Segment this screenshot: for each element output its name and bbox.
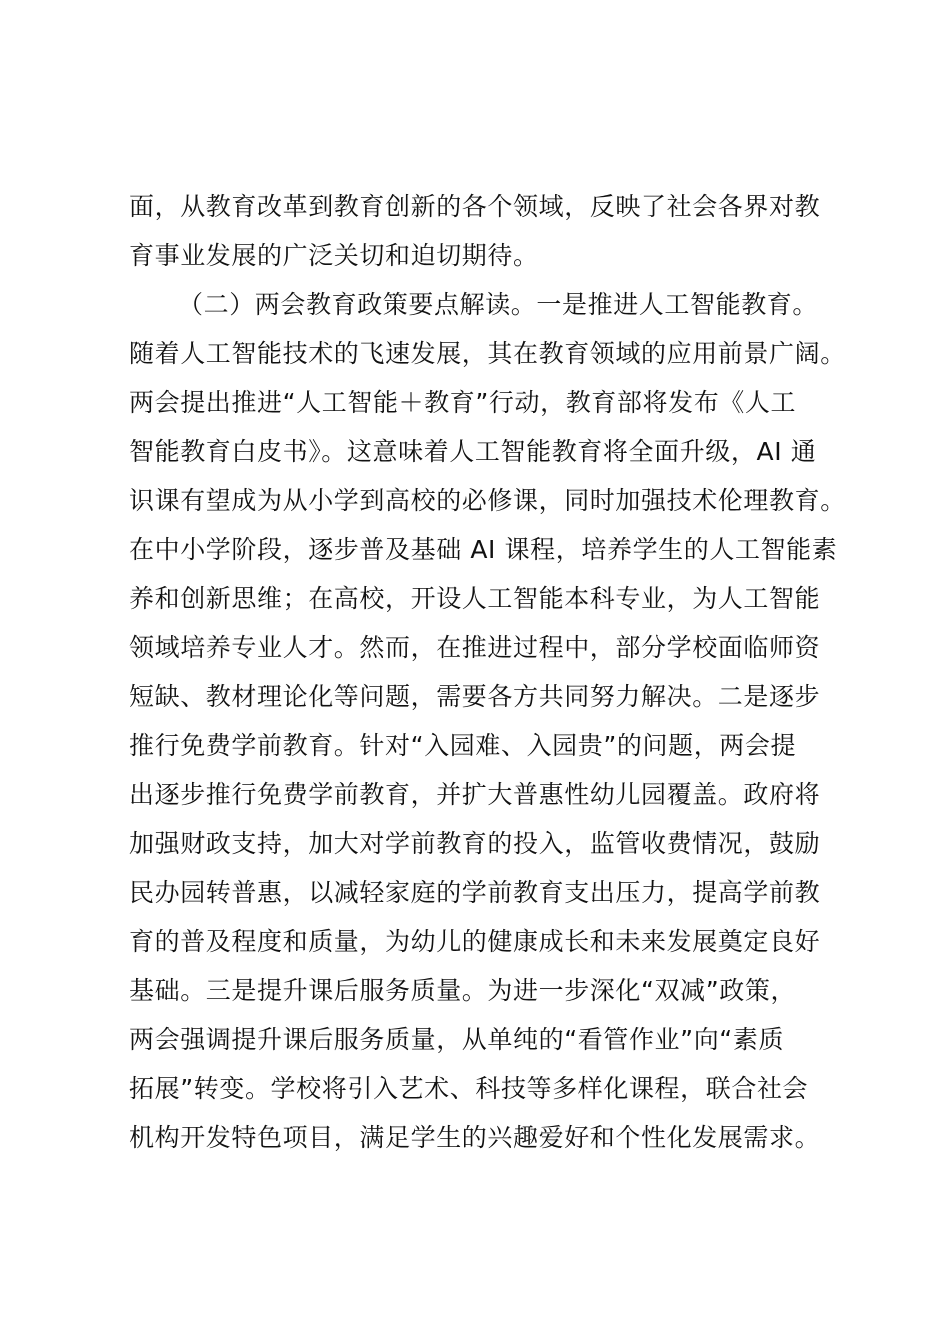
text-line: 育的普及程度和质量，为幼儿的健康成长和未来发展奠定良好 (129, 927, 821, 956)
text-line: 育事业发展的广泛关切和迫切期待。 (129, 241, 539, 270)
text-line: 在中小学阶段，逐步普及基础 AI 课程，培养学生的人工智能素 (129, 535, 838, 564)
text-line: 两会提出推进“人工智能＋教育”行动，教育部将发布《人工 (129, 388, 797, 417)
text-line: 民办园转普惠，以减轻家庭的学前教育支出压力，提高学前教 (129, 878, 821, 907)
text-line: 养和创新思维；在高校，开设人工智能本科专业，为人工智能 (129, 584, 821, 613)
text-line: 加强财政支持，加大对学前教育的投入，监管收费情况，鼓励 (129, 829, 821, 858)
text-line: 面，从教育改革到教育创新的各个领域，反映了社会各界对教 (129, 192, 821, 221)
paragraph-start-line: （二）两会教育政策要点解读。一是推进人工智能教育。 (178, 290, 819, 319)
text-line: 机构开发特色项目，满足学生的兴趣爱好和个性化发展需求。 (129, 1123, 821, 1152)
text-line: 短缺、教材理论化等问题，需要各方共同努力解决。二是逐步 (129, 682, 821, 711)
text-line: 随着人工智能技术的飞速发展，其在教育领域的应用前景广阔。 (129, 339, 846, 368)
text-line: 智能教育白皮书》。这意味着人工智能教育将全面升级，AI 通 (129, 437, 817, 466)
text-line: 两会强调提升课后服务质量，从单纯的“看管作业”向“素质 (129, 1025, 785, 1054)
text-line: 推行免费学前教育。针对“入园难、入园贵”的问题，两会提 (129, 731, 797, 760)
text-line: 领域培养专业人才。然而，在推进过程中，部分学校面临师资 (129, 633, 821, 662)
text-line: 识课有望成为从小学到高校的必修课，同时加强技术伦理教育。 (129, 486, 846, 515)
text-line: 拓展”转变。学校将引入艺术、科技等多样化课程，联合社会 (129, 1074, 809, 1103)
text-line: 基础。三是提升课后服务质量。为进一步深化“双减”政策， (129, 976, 797, 1005)
text-line: 出逐步推行免费学前教育，并扩大普惠性幼儿园覆盖。政府将 (129, 780, 821, 809)
